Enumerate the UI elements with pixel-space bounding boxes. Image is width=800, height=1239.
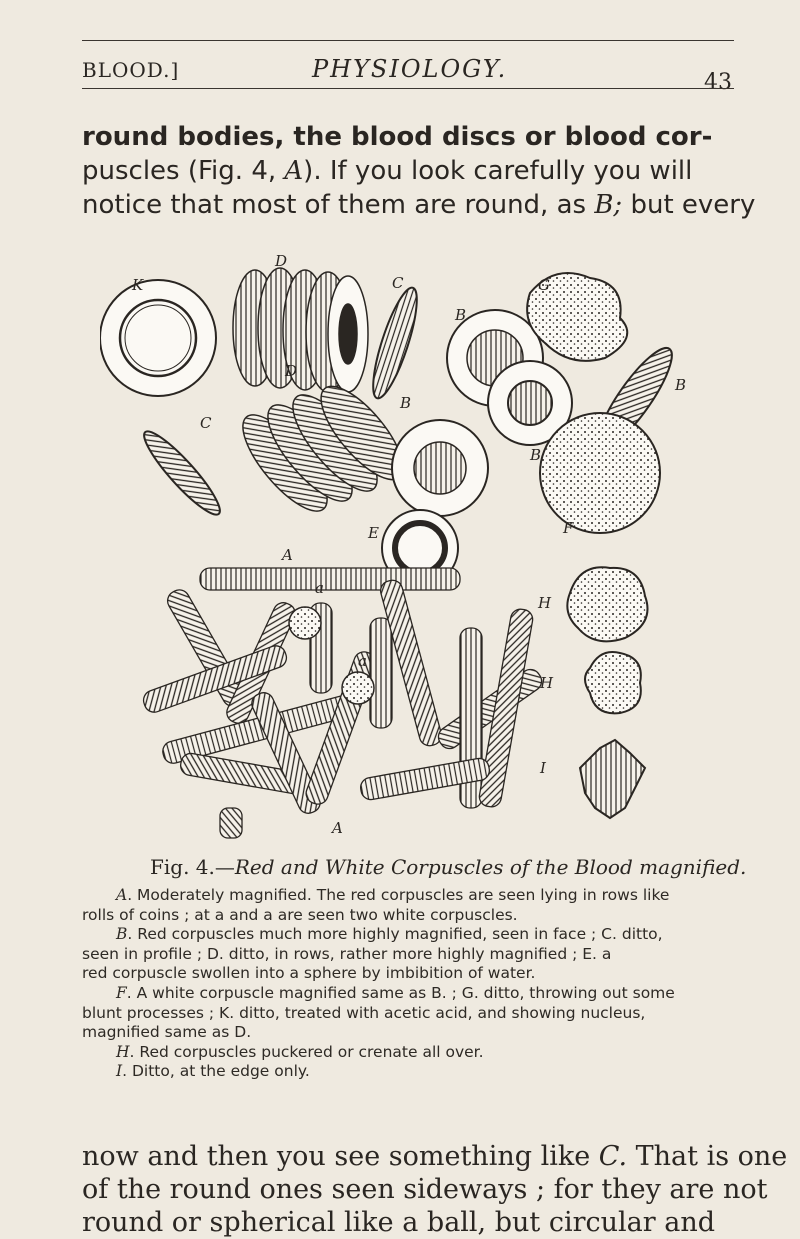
legend-H-line-1: H. Red corpuscles puckered or crenate all over. xyxy=(116,1042,484,1061)
caption-title-text: Red and White Corpuscles of the Blood magnified. xyxy=(234,855,747,879)
label-E: E xyxy=(368,524,379,542)
label-H-2: H xyxy=(540,674,554,692)
corpuscle-C-profile-2 xyxy=(136,424,227,522)
header-rule-top xyxy=(82,40,734,41)
legend-F-line-2: blunt processes ; K. ditto, treated with acetic acid, and showing nucleus, xyxy=(82,1003,646,1022)
rouleaux-A xyxy=(141,568,546,838)
label-C-top: C xyxy=(392,274,404,292)
label-C-left: C xyxy=(200,414,212,432)
label-F: F xyxy=(563,519,574,537)
legend-A-line-2: rolls of coins ; at a and a are seen two white corpuscles. xyxy=(82,905,518,924)
label-A-bottom: A xyxy=(332,819,343,837)
corpuscle-I xyxy=(580,740,645,818)
top-line-2: puscles (Fig. 4, A). If you look carefully you will xyxy=(82,156,693,186)
corpuscle-B-face-2 xyxy=(392,420,488,516)
label-A-top: A xyxy=(282,546,293,564)
label-B-far-right: B xyxy=(675,376,687,394)
corpuscle-C-profile xyxy=(365,284,426,402)
figure-legend xyxy=(82,886,734,1082)
label-H-1: H xyxy=(538,594,552,612)
corpuscle-D-rouleaux-top xyxy=(233,268,368,392)
bottom-paragraph xyxy=(82,1140,788,1239)
corpuscle-K xyxy=(100,280,216,396)
legend-B-line-1: B. Red corpuscles much more highly magnified, seen in face ; C. ditto, xyxy=(116,925,663,944)
label-D-middle: D xyxy=(285,362,298,380)
bottom-line-1: now and then you see something like C. That is one xyxy=(82,1141,788,1172)
fig4-illustration xyxy=(100,248,708,846)
label-a-1: a xyxy=(315,579,324,597)
top-line-1: round bodies, the blood discs or blood cor- xyxy=(82,122,713,152)
legend-B-line-3: red corpuscle swollen into a sphere by imbibition of water. xyxy=(82,964,536,983)
top-line-3: notice that most of them are round, as B; but every xyxy=(82,190,756,220)
legend-F-line-1: F. A white corpuscle magnified same as B. ; G. ditto, throwing out some xyxy=(116,983,675,1002)
label-K: K xyxy=(132,276,144,294)
label-I: I xyxy=(540,759,546,777)
label-B-right: B xyxy=(530,446,542,464)
legend-B-line-2: seen in profile ; D. ditto, in rows, rather more highly magnified ; E. a xyxy=(82,944,612,963)
legend-I-line-1: I. Ditto, at the edge only. xyxy=(116,1062,310,1081)
label-G: G xyxy=(538,276,550,294)
corpuscles-H xyxy=(567,567,647,713)
corpuscle-F xyxy=(540,413,660,533)
label-B-middle: B xyxy=(400,394,412,412)
label-a-2: a xyxy=(358,652,367,670)
caption-fig-number: Fig. 4.— xyxy=(150,855,235,879)
page-number: 43 xyxy=(704,70,732,95)
top-paragraph xyxy=(82,120,756,222)
legend-A-line-1: A. Moderately magnified. The red corpuscles are seen lying in rows like xyxy=(116,886,670,904)
header-rule-bottom xyxy=(82,88,734,89)
label-B-top: B xyxy=(455,306,467,324)
label-D-top: D xyxy=(275,252,288,270)
bottom-line-3: round or spherical like a ball, but circular and xyxy=(82,1207,715,1238)
legend-F-line-3: magnified same as D. xyxy=(82,1023,252,1042)
corpuscle-D-rouleaux-middle xyxy=(230,374,417,523)
running-head-section: BLOOD.] xyxy=(82,58,180,82)
bottom-line-2: of the round ones seen sideways ; for they are not xyxy=(82,1174,768,1205)
figure-caption xyxy=(150,855,746,879)
running-head-title: PHYSIOLOGY. xyxy=(312,55,508,83)
